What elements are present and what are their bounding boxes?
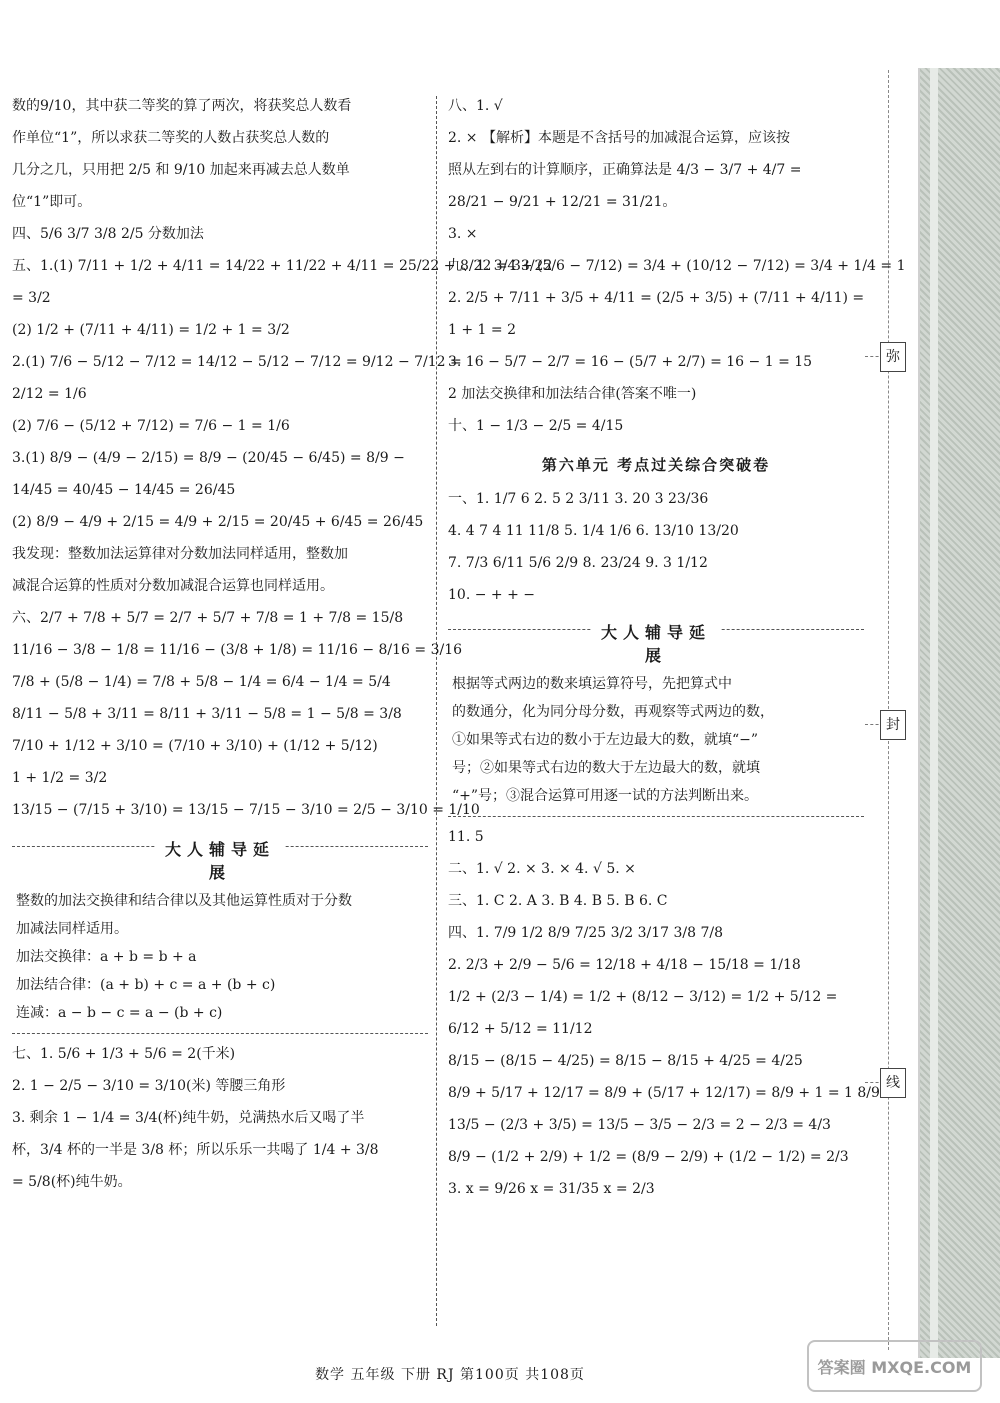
answer-line: 九、1. 3/4 + (5/6 − 7/12) = 3/4 + (10/12 − 7/12) = 3/4 + 1/4 = 1 <box>448 258 906 274</box>
answer-line: 2. × 【解析】本题是不含括号的加减混合运算，应该按 <box>448 130 790 146</box>
answer-line: 2/12 = 1/6 <box>12 386 87 402</box>
answer-line: 我发现：整数加法运算律对分数加法同样适用，整数加 <box>12 546 348 562</box>
answer-line: 四、5/6 3/7 3/8 2/5 分数加法 <box>12 226 204 242</box>
answer-line: 11. 5 <box>448 829 484 845</box>
tutor-note-line: “+”号；③混合运算可用逐一试的方法判断出来。 <box>452 788 759 804</box>
answer-line: 14/45 = 40/45 − 14/45 = 26/45 <box>12 482 236 498</box>
answer-line: = 3/2 <box>12 290 51 306</box>
page-footer: 数学 五年级 下册 RJ 第100页 共108页 <box>315 1367 585 1383</box>
answer-line: 五、1.(1) 7/11 + 1/2 + 4/11 = 14/22 + 11/22 + 4/11 = 25/22 + 8/22 = 33/22 <box>12 258 553 274</box>
answer-line: 3. × <box>448 226 478 242</box>
answer-line: 2.(1) 7/6 − 5/12 − 7/12 = 14/12 − 5/12 − 7/12 = 9/12 − 7/12 = <box>12 354 462 370</box>
answer-line: 11/16 − 3/8 − 1/8 = 11/16 − (3/8 + 1/8) = 11/16 − 8/16 = 3/16 <box>12 642 463 658</box>
answer-line: 8/15 − (8/15 − 4/25) = 8/15 − 8/15 + 4/25 = 4/25 <box>448 1053 803 1069</box>
answer-line: (2) 7/6 − (5/12 + 7/12) = 7/6 − 1 = 1/6 <box>12 418 290 434</box>
page-edge-inner <box>930 68 938 1358</box>
column-divider <box>436 96 437 1326</box>
answer-line: 7. 7/3 6/11 5/6 2/9 8. 23/24 9. 3 1/12 <box>448 555 708 571</box>
section-title: 第六单元 考点过关综合突破卷 <box>541 456 771 474</box>
answer-line: 3. 剩余 1 − 1/4 = 3/4(杯)纯牛奶，兑满热水后又喝了半 <box>12 1110 365 1126</box>
answer-line: 作单位“1”，所以求获二等奖的人数占获奖总人数的 <box>12 130 330 146</box>
tutor-note-title: 大人辅导延展 <box>591 620 721 666</box>
tutor-note-title: 大人辅导延展 <box>155 837 285 883</box>
answer-line: 四、1. 7/9 1/2 8/9 7/25 3/2 3/17 3/8 7/8 <box>448 925 724 941</box>
answer-line: 数的9/10，其中获二等奖的算了两次，将获奖总人数看 <box>12 98 352 114</box>
answer-line: 照从左到右的计算顺序，正确算法是 4/3 − 3/7 + 4/7 = <box>448 162 802 178</box>
answer-line: (2) 8/9 − 4/9 + 2/15 = 4/9 + 2/15 = 20/45 + 6/45 = 26/45 <box>12 514 424 530</box>
tutor-note-line: 加减法同样适用。 <box>16 921 128 937</box>
tutor-note-line: ①如果等式右边的数小于左边最大的数，就填“−” <box>452 732 759 748</box>
answer-line: = 5/8(杯)纯牛奶。 <box>12 1174 132 1190</box>
answer-line: 3.(1) 8/9 − (4/9 − 2/15) = 8/9 − (20/45 − 6/45) = 8/9 − <box>12 450 405 466</box>
answer-line: 13/5 − (2/3 + 3/5) = 13/5 − 3/5 − 2/3 = 2 − 2/3 = 4/3 <box>448 1117 831 1133</box>
answer-line: 3. x = 9/26 x = 31/35 x = 2/3 <box>448 1181 655 1197</box>
answer-line: 八、1. √ <box>448 98 503 114</box>
tutor-note-line: 整数的加法交换律和结合律以及其他运算性质对于分数 <box>16 893 352 909</box>
answer-line: 6/12 + 5/12 = 11/12 <box>448 1021 593 1037</box>
tutor-note-box <box>448 623 864 817</box>
answer-line: 一、1. 1/7 6 2. 5 2 3/11 3. 20 3 23/36 <box>448 491 709 507</box>
tutor-note-box <box>12 840 428 1034</box>
answer-line: 10. − + + − <box>448 587 535 603</box>
answer-line: 2. 2/5 + 7/11 + 3/5 + 4/11 = (2/5 + 3/5) + (7/11 + 4/11) = <box>448 290 865 306</box>
tutor-note-line: 连减：a − b − c = a − (b + c) <box>16 1005 223 1021</box>
answer-line: 六、2/7 + 7/8 + 5/7 = 2/7 + 5/7 + 7/8 = 1 + 7/8 = 15/8 <box>12 610 404 626</box>
answer-line: 8/9 + 5/17 + 12/17 = 8/9 + (5/17 + 12/17) = 8/9 + 1 = 1 8/9 <box>448 1085 880 1101</box>
answer-line: 减混合运算的性质对分数加减混合运算也同样适用。 <box>12 578 334 594</box>
answer-line: 2. 1 − 2/5 − 3/10 = 3/10(米) 等腰三角形 <box>12 1078 286 1094</box>
seal-xian: 线 <box>880 1068 906 1098</box>
tutor-note-line: 加法交换律：a + b = b + a <box>16 949 197 965</box>
watermark-logo: 答案圈 MXQE.COM <box>807 1340 982 1392</box>
answer-line: 3. 16 − 5/7 − 2/7 = 16 − (5/7 + 2/7) = 16 − 1 = 15 <box>448 354 813 370</box>
answer-line: 几分之几，只用把 2/5 和 9/10 加起来再减去总人数单 <box>12 162 350 178</box>
answer-line: 二、1. √ 2. × 3. × 4. √ 5. × <box>448 861 636 877</box>
tutor-note-line: 号；②如果等式右边的数大于左边最大的数，就填 <box>452 760 760 776</box>
answer-line: 7/8 + (5/8 − 1/4) = 7/8 + 5/8 − 1/4 = 6/4 − 1/4 = 5/4 <box>12 674 391 690</box>
answer-line: 七、1. 5/6 + 1/3 + 5/6 = 2(千米) <box>12 1046 236 1062</box>
right-column <box>448 92 906 1207</box>
tutor-note-line: 的数通分，化为同分母分数，再观察等式两边的数， <box>452 704 774 720</box>
answer-line: (2) 1/2 + (7/11 + 4/11) = 1/2 + 1 = 3/2 <box>12 322 290 338</box>
answer-line: 7/10 + 1/12 + 3/10 = (7/10 + 3/10) + (1/12 + 5/12) <box>12 738 378 754</box>
answer-line: 1 + 1/2 = 3/2 <box>12 770 108 786</box>
answer-line: 8/11 − 5/8 + 3/11 = 8/11 + 3/11 − 5/8 = 1 − 5/8 = 3/8 <box>12 706 402 722</box>
answer-line: 13/15 − (7/15 + 3/10) = 13/15 − 7/15 − 3/10 = 2/5 − 3/10 = 1/10 <box>12 802 480 818</box>
answer-line: 位“1”即可。 <box>12 194 92 210</box>
seal-feng: 封 <box>880 710 906 740</box>
answer-line: 28/21 − 9/21 + 12/21 = 31/21。 <box>448 194 677 210</box>
answer-line: 三、1. C 2. A 3. B 4. B 5. B 6. C <box>448 893 668 909</box>
answer-line: 2. 2/3 + 2/9 − 5/6 = 12/18 + 4/18 − 15/18 = 1/18 <box>448 957 801 973</box>
answer-line: 2 加法交换律和加法结合律(答案不唯一) <box>448 386 697 402</box>
answer-line: 8/9 − (1/2 + 2/9) + 1/2 = (8/9 − 2/9) + (1/2 − 1/2) = 2/3 <box>448 1149 849 1165</box>
answer-line: 1 + 1 = 2 <box>448 322 516 338</box>
answer-line: 4. 4 7 4 11 11/8 5. 1/4 1/6 6. 13/10 13/20 <box>448 523 739 539</box>
tutor-note-line: 根据等式两边的数来填运算符号，先把算式中 <box>452 676 732 692</box>
tutor-note-line: 加法结合律：(a + b) + c = a + (b + c) <box>16 977 276 993</box>
seal-mi: 弥 <box>880 342 906 372</box>
answer-line: 1/2 + (2/3 − 1/4) = 1/2 + (8/12 − 3/12) = 1/2 + 5/12 = <box>448 989 838 1005</box>
answer-line: 杯，3/4 杯的一半是 3/8 杯；所以乐乐一共喝了 1/4 + 3/8 <box>12 1142 379 1158</box>
answer-line: 十、1 − 1/3 − 2/5 = 4/15 <box>448 418 624 434</box>
